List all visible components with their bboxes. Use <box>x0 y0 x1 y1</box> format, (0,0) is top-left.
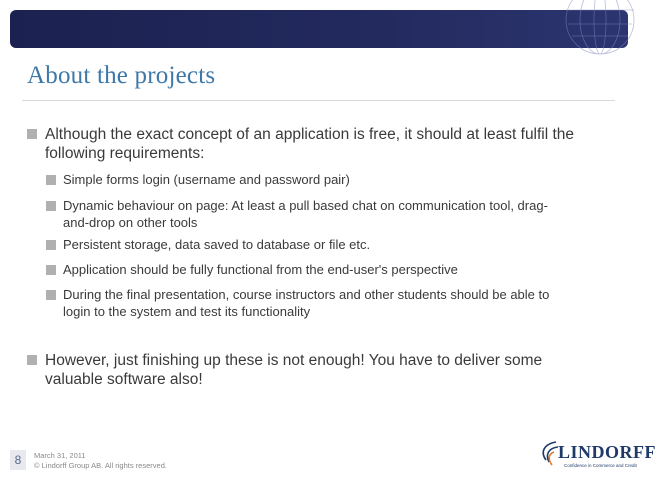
bullet-text-line: However, just finishing up these is not enough! You have to deliver some <box>45 352 543 369</box>
page-number: 8 <box>10 450 26 470</box>
logo-name: LINDORFF <box>558 442 656 462</box>
globe-icon <box>508 10 628 48</box>
logo-tagline: Confidence in Commerce and Credit <box>564 463 637 468</box>
slide-title: About the projects <box>27 62 216 89</box>
sub-bullet-text-line: and-drop on other tools <box>63 215 198 230</box>
bullet-text-line: Although the exact concept of an application is free, it should at least fulfil the <box>45 126 575 143</box>
bullet-text-line: valuable software also! <box>45 371 203 388</box>
logo-swirl-icon <box>536 438 560 468</box>
footer-date: March 31, 2011 <box>34 451 86 460</box>
sub-bullet-marker <box>46 201 56 211</box>
bullet-marker <box>27 355 37 365</box>
sub-bullet-text-line: Persistent storage, data saved to database or file etc. <box>63 237 371 252</box>
sub-bullet-text-line: During the final presentation, course instructors and other students should be able to <box>63 287 550 302</box>
header-banner <box>10 10 628 48</box>
sub-bullet-marker <box>46 240 56 250</box>
lindorff-logo <box>536 436 656 472</box>
bullet-marker <box>27 129 37 139</box>
sub-bullet-marker <box>46 290 56 300</box>
title-divider <box>22 100 615 101</box>
bullet-text-line: following requirements: <box>45 145 205 162</box>
sub-bullet-text-line: Dynamic behaviour on page: At least a pull based chat on communication tool, drag- <box>63 198 548 213</box>
footer-copyright: © Lindorff Group AB. All rights reserved. <box>34 461 167 470</box>
sub-bullet-text-line: login to the system and test its functionality <box>63 304 311 319</box>
sub-bullet-marker <box>46 265 56 275</box>
sub-bullet-text-line: Application should be fully functional from the end-user's perspective <box>63 262 458 277</box>
sub-bullet-text-line: Simple forms login (username and password pair) <box>63 172 350 187</box>
sub-bullet-marker <box>46 175 56 185</box>
